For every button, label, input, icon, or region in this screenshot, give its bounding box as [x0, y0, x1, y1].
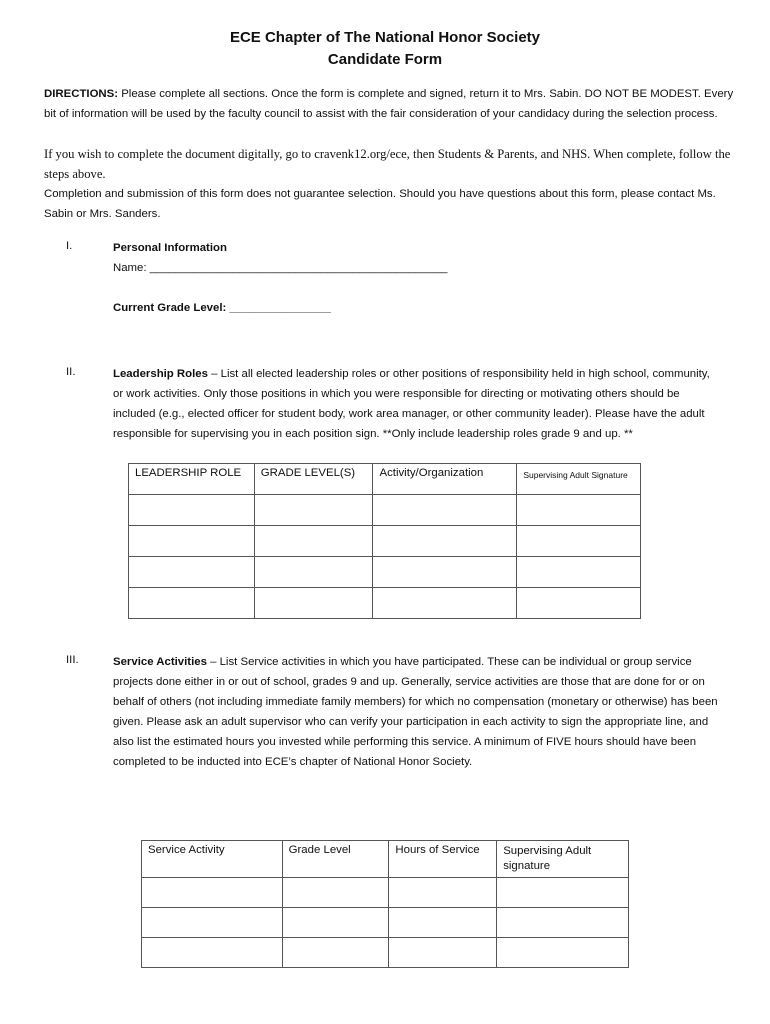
table-cell[interactable]: [389, 908, 497, 938]
column-header: Service Activity: [142, 841, 283, 878]
table-cell[interactable]: [517, 526, 641, 557]
section-text: – List all elected leadership roles or other positions of responsibility held in high school, community, or work activities. Only those positions in which you were responsible for directing or motivating others should be included (e.g., elected officer for student body, work area manager, or other community leader). Please have the adult responsible for supervising you in each position sign. **Only include leadership roles grade 9 and up. **: [113, 368, 710, 440]
table-cell[interactable]: [389, 878, 497, 908]
table-cell[interactable]: [254, 495, 373, 526]
table-row: [129, 588, 641, 619]
table-cell[interactable]: [373, 557, 517, 588]
section-text: – List Service activities in which you have participated. These can be individual or group service projects done either in or out of school, grades 9 and up. Generally, service activities are those that are done for or on behalf of others (not including immediate family members) for which no compensation (monetary or otherwise) has been given. Please ask an adult supervisor who can verify your participation in each activity to sign the appropriate line, and also list the estimated hours you invested while performing this service. A minimum of FIVE hours should have been completed to be inducted into ECE’s chapter of National Honor Society.: [113, 656, 718, 768]
column-header: LEADERSHIP ROLE: [129, 464, 255, 495]
service-paragraph: [113, 652, 723, 772]
table-cell[interactable]: [142, 878, 283, 908]
column-header: Supervising Adult signature: [497, 841, 629, 878]
table-cell[interactable]: [497, 878, 629, 908]
section-numeral: I.: [66, 240, 73, 252]
section-heading: Service Activities: [113, 656, 207, 668]
selection-disclaimer: Completion and submission of this form does not guarantee selection. Should you have questions about this form, please contact Ms. Sabin or Mrs. Sanders.: [44, 188, 716, 220]
table-cell[interactable]: [129, 588, 255, 619]
table-row: [142, 878, 629, 908]
table-row: [129, 495, 641, 526]
table-cell[interactable]: [517, 588, 641, 619]
table-cell[interactable]: [254, 588, 373, 619]
name-field[interactable]: Name: _______________________________________________: [113, 262, 448, 274]
table-row: [142, 908, 629, 938]
digital-instructions: If you wish to complete the document digitally, go to cravenk12.org/ece, then Students & Parents, and NHS. When complete, follow the steps above.: [44, 147, 731, 181]
table-cell[interactable]: [142, 908, 283, 938]
column-header: Activity/Organization: [373, 464, 517, 495]
table-cell[interactable]: [373, 588, 517, 619]
service-table: [141, 840, 629, 968]
table-cell[interactable]: [497, 908, 629, 938]
table-header-row: [142, 841, 629, 878]
table-cell[interactable]: [129, 557, 255, 588]
directions-paragraph: [44, 84, 734, 124]
directions-text: Please complete all sections. Once the form is complete and signed, return it to Mrs. Sabin. DO NOT BE MODEST. Every bit of information will be used by the faculty council to assist with the fair consideration of your candidacy during the selection process.: [44, 88, 734, 120]
table-cell[interactable]: [129, 495, 255, 526]
table-row: [129, 526, 641, 557]
section-heading: Personal Information: [113, 242, 227, 254]
table-row: [129, 557, 641, 588]
table-cell[interactable]: [517, 557, 641, 588]
table-cell[interactable]: [254, 557, 373, 588]
table-cell[interactable]: [142, 938, 283, 968]
table-cell[interactable]: [282, 938, 389, 968]
section-heading: Leadership Roles: [113, 368, 208, 380]
grade-level-field[interactable]: Current Grade Level: ________________: [113, 302, 331, 314]
table-cell[interactable]: [497, 938, 629, 968]
section-numeral: II.: [66, 366, 76, 378]
table-row: [142, 938, 629, 968]
table-cell[interactable]: [254, 526, 373, 557]
leadership-paragraph: [113, 364, 723, 444]
leadership-table: [128, 463, 641, 619]
table-cell[interactable]: [282, 878, 389, 908]
table-cell[interactable]: [129, 526, 255, 557]
column-header: Supervising Adult Signature: [517, 464, 641, 495]
form-title: [0, 27, 770, 71]
table-cell[interactable]: [389, 938, 497, 968]
table-header-row: [129, 464, 641, 495]
table-cell[interactable]: [517, 495, 641, 526]
column-header: Grade Level: [282, 841, 389, 878]
page-title: ECE Chapter of The National Honor Society: [229, 29, 541, 46]
section-numeral: III.: [66, 654, 79, 666]
table-cell[interactable]: [373, 495, 517, 526]
page-subtitle: Candidate Form: [327, 51, 443, 68]
table-cell[interactable]: [373, 526, 517, 557]
table-cell[interactable]: [282, 908, 389, 938]
directions-label: DIRECTIONS:: [44, 88, 119, 100]
column-header: Hours of Service: [389, 841, 497, 878]
column-header: GRADE LEVEL(S): [254, 464, 373, 495]
